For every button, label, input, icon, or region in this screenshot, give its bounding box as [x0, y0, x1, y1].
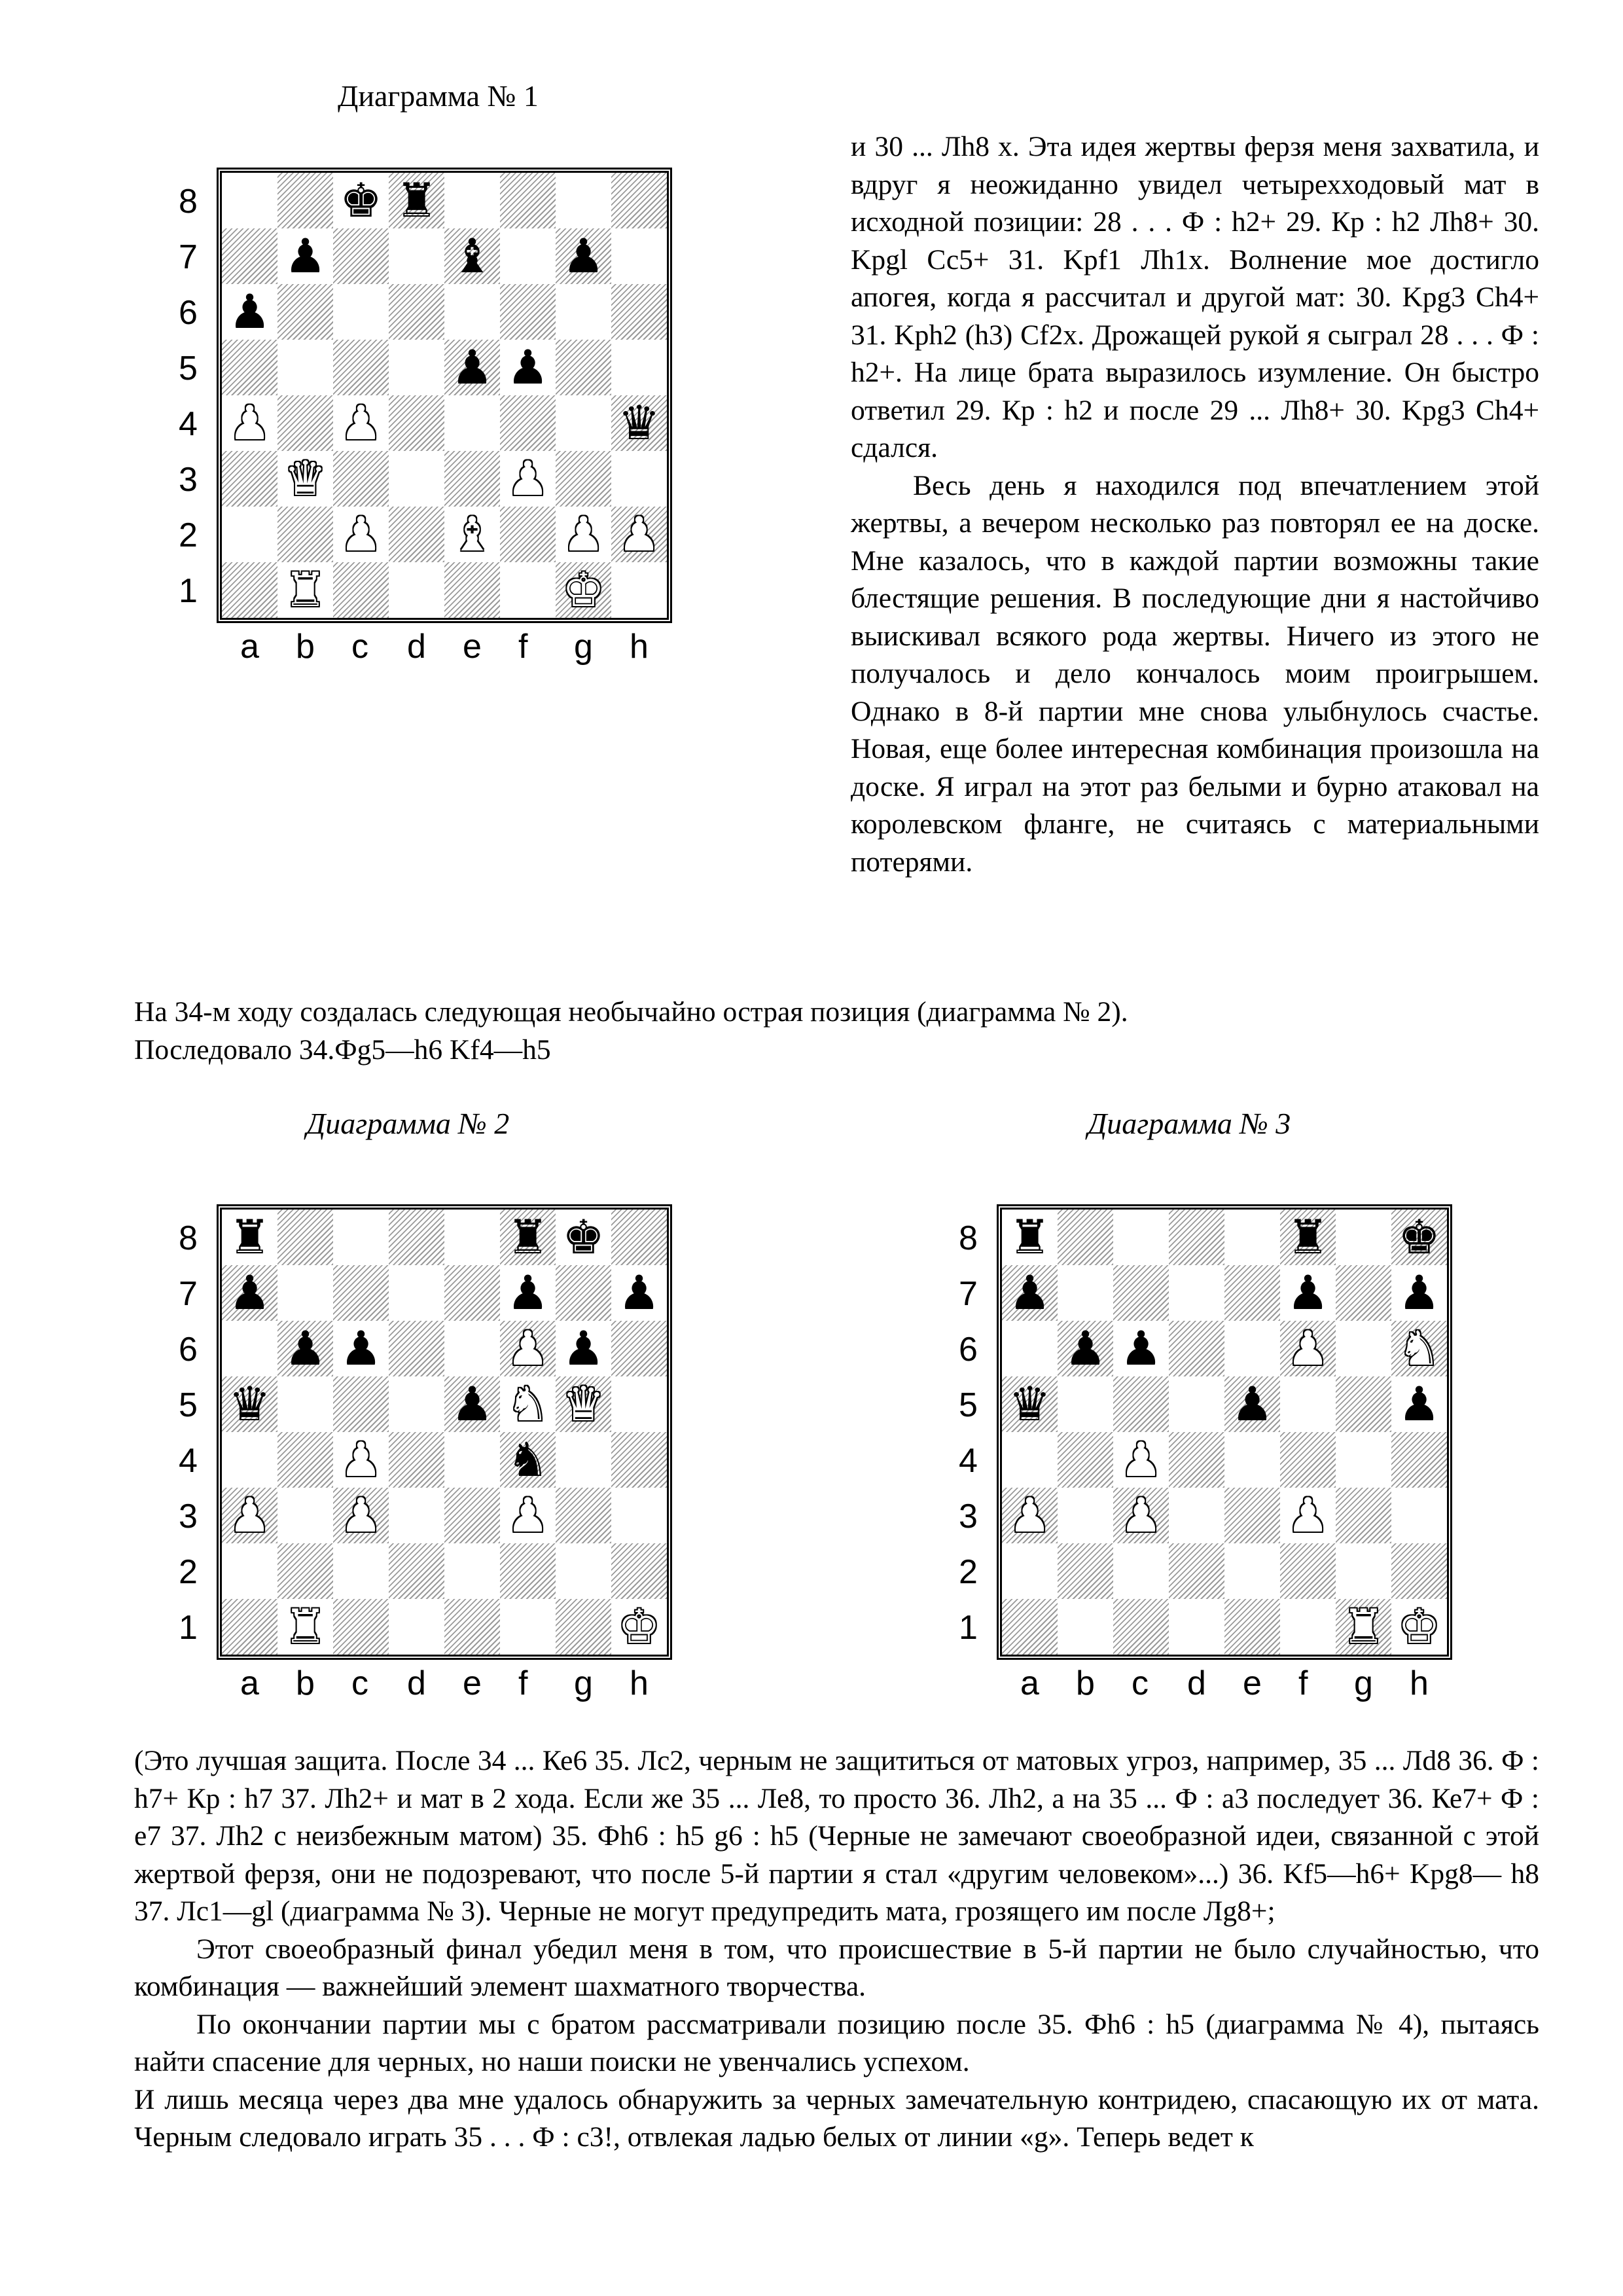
black-queen-a5: ♛: [1008, 1376, 1051, 1431]
square-f2: [500, 1543, 556, 1599]
square-e2: [444, 1543, 500, 1599]
white-pawn-c4: ♟: [340, 1432, 382, 1487]
black-pawn-a7: ♟: [1008, 1265, 1051, 1320]
square-g1: [556, 1599, 611, 1655]
square-a1: [222, 1599, 277, 1655]
square-c2: [333, 1543, 389, 1599]
square-e8: [444, 173, 500, 228]
square-a5: [222, 340, 277, 395]
square-c5: [333, 340, 389, 395]
white-queen-g5: ♛: [562, 1376, 605, 1431]
black-rook-f8: ♜: [1287, 1210, 1329, 1265]
mid-line-1: На 34-м ходу создалась следующая необычайно острая позиция (диаграмма № 2).: [134, 996, 1128, 1028]
white-pawn-f3: ♟: [507, 1488, 549, 1543]
square-d6: [389, 1321, 444, 1376]
square-a3: [222, 451, 277, 507]
white-pawn-f6: ♟: [1287, 1321, 1329, 1376]
square-a2: [222, 1543, 277, 1599]
square-g4: [556, 395, 611, 451]
square-d1: [389, 1599, 444, 1655]
square-b3: [277, 1488, 333, 1543]
file-label-f: f: [518, 1664, 528, 1702]
black-pawn-g7: ♟: [562, 228, 605, 283]
white-pawn-f3: ♟: [507, 451, 549, 506]
square-h1: [611, 562, 667, 618]
square-b3: [1058, 1488, 1113, 1543]
square-e7: [444, 1265, 500, 1321]
square-a1: [1002, 1599, 1058, 1655]
rank-label-6: 6: [179, 294, 198, 332]
square-e1: [444, 1599, 500, 1655]
file-label-b: b: [1076, 1664, 1095, 1702]
square-d1: [1169, 1599, 1224, 1655]
white-pawn-c4: ♟: [1120, 1432, 1162, 1487]
rank-label-8: 8: [959, 1219, 978, 1257]
file-label-e: e: [463, 1664, 482, 1702]
square-e4: [444, 395, 500, 451]
bottom-paragraph-4: И лишь месяца через два мне удалось обнаружить за черных замечательную контридею, спасающую их от мата. Черным следовало играть 35 . . . Ф : с3!, отвлекая ладью белых от линии «g». Теперь ведет к: [134, 2083, 1539, 2153]
square-a2: [1002, 1543, 1058, 1599]
black-pawn-f7: ♟: [1287, 1265, 1329, 1320]
square-c7: [333, 1265, 389, 1321]
square-h6: [611, 284, 667, 340]
square-h5: [611, 340, 667, 395]
black-pawn-b7: ♟: [284, 228, 327, 283]
file-label-f: f: [518, 628, 528, 666]
file-label-d: d: [1187, 1664, 1206, 1702]
black-pawn-b6: ♟: [1064, 1321, 1107, 1376]
square-g7: [556, 1265, 611, 1321]
black-pawn-h5: ♟: [1398, 1376, 1440, 1431]
square-h2: [611, 1543, 667, 1599]
square-b7: [277, 1265, 333, 1321]
square-d7: [389, 228, 444, 284]
white-pawn-h2: ♟: [618, 507, 660, 562]
black-bishop-e7: ♝: [451, 228, 493, 283]
white-king-h1: ♚: [1398, 1599, 1440, 1654]
square-a2: [222, 507, 277, 562]
square-d1: [389, 562, 444, 618]
black-pawn-h7: ♟: [1398, 1265, 1440, 1320]
square-d3: [389, 451, 444, 507]
file-label-c: c: [351, 628, 368, 666]
black-rook-d8: ♜: [395, 173, 438, 228]
white-pawn-a3: ♟: [1008, 1488, 1051, 1543]
square-a4: [1002, 1432, 1058, 1488]
black-pawn-a7: ♟: [228, 1265, 271, 1320]
square-b6: [277, 284, 333, 340]
square-e6: [1224, 1321, 1280, 1376]
square-b5: [277, 1376, 333, 1432]
file-label-c: c: [1132, 1664, 1149, 1702]
square-d3: [1169, 1488, 1224, 1543]
black-knight-f4: ♞: [507, 1432, 549, 1487]
file-label-b: b: [296, 628, 315, 666]
rank-label-4: 4: [959, 1442, 978, 1480]
square-d2: [1169, 1543, 1224, 1599]
diagram-2-caption: Диаграмма № 2: [306, 1107, 510, 1140]
square-h3: [611, 451, 667, 507]
rank-label-3: 3: [179, 461, 198, 499]
square-g5: [1336, 1376, 1391, 1432]
square-d2: [389, 1543, 444, 1599]
rank-label-8: 8: [179, 1219, 198, 1257]
black-king-g8: ♚: [562, 1210, 605, 1265]
white-pawn-c3: ♟: [1120, 1488, 1162, 1543]
white-king-g1: ♚: [562, 562, 605, 617]
square-d6: [1169, 1321, 1224, 1376]
rank-label-3: 3: [179, 1498, 198, 1535]
rank-label-4: 4: [179, 1442, 198, 1480]
black-pawn-g6: ♟: [562, 1321, 605, 1376]
square-c5: [333, 1376, 389, 1432]
right-paragraph-2: Весь день я находился под впечатлением этой жертвы, а вечером несколько раз повторял ее на доске. Мне казалось, что в каждой партии возможны такие блестящие решения. В последующие дни я настойчиво выискивал всякого рода жертвы. Ничего из этого не получалось и дело кончалось моим проигрышем. Однако в 8-й партии мне снова улыбнулось счастье. Новая, еще более интересная комбинация произошла на доске. Я играл на этот раз белыми и бурно атаковал на королевском фланге, не считаясь с материальными потерями.: [851, 469, 1539, 878]
white-pawn-f6: ♟: [507, 1321, 549, 1376]
rank-label-5: 5: [179, 350, 198, 387]
rank-label-2: 2: [179, 1553, 198, 1591]
rank-label-7: 7: [179, 238, 198, 276]
square-b4: [1058, 1432, 1113, 1488]
square-g6: [1336, 1321, 1391, 1376]
white-pawn-c3: ♟: [340, 1488, 382, 1543]
square-d2: [389, 507, 444, 562]
file-label-f: f: [1298, 1664, 1308, 1702]
square-g2: [556, 1543, 611, 1599]
black-pawn-e5: ♟: [1231, 1376, 1274, 1431]
square-c2: [1113, 1543, 1169, 1599]
square-g7: [1336, 1265, 1391, 1321]
rank-label-5: 5: [959, 1386, 978, 1424]
square-b2: [277, 1543, 333, 1599]
file-label-b: b: [296, 1664, 315, 1702]
square-c5: [1113, 1376, 1169, 1432]
black-pawn-c6: ♟: [1120, 1321, 1162, 1376]
square-d5: [1169, 1376, 1224, 1432]
square-c6: [333, 284, 389, 340]
square-f1: [500, 1599, 556, 1655]
black-pawn-a6: ♟: [228, 284, 271, 339]
chess-board-1: [217, 168, 672, 623]
square-a6: [222, 1321, 277, 1376]
bottom-paragraph-1: (Это лучшая защита. После 34 ... Ке6 35. Лс2, черным не защититься от матовых угроз, например, 35 ... Лd8 36. Ф : h7+ Кр : h7 37. Лh2+ и мат в 2 хода. Если же 35 ... Ле8, то просто 36. Лh2, а на 35 ... Ф : а3 последует 36. Ке7+ Ф : е7 37. Лh2 с неизбежным матом) 35. Фh6 : h5 g6 : h5 (Черные не замечают своеобразной идеи, связанной с этой жертвой ферзя, они не подозревают, что после 5-й партии я стал «другим человеком»...) 36. Kf5—h6+ Kpg8— h8 37. Лс1—gl (диаграмма № 3). Черные не могут предупредить мата, грозящего им после Лg8+;: [134, 1745, 1539, 1927]
square-b4: [277, 1432, 333, 1488]
square-c1: [1113, 1599, 1169, 1655]
square-e6: [444, 1321, 500, 1376]
bottom-text: [134, 1742, 1539, 2157]
square-f2: [1280, 1543, 1336, 1599]
file-label-h: h: [630, 1664, 649, 1702]
rank-label-1: 1: [179, 1609, 198, 1647]
square-e3: [444, 1488, 500, 1543]
rank-label-2: 2: [959, 1553, 978, 1591]
rank-label-2: 2: [179, 516, 198, 554]
square-g3: [556, 1488, 611, 1543]
square-a6: [1002, 1321, 1058, 1376]
square-b4: [277, 395, 333, 451]
square-g8: [556, 173, 611, 228]
black-pawn-c6: ♟: [340, 1321, 382, 1376]
black-king-h8: ♚: [1398, 1210, 1440, 1265]
square-h4: [1391, 1432, 1447, 1488]
square-b8: [277, 1210, 333, 1265]
right-column-text: [851, 128, 1539, 881]
square-e4: [1224, 1432, 1280, 1488]
white-pawn-c2: ♟: [340, 507, 382, 562]
square-c1: [333, 1599, 389, 1655]
square-b8: [277, 173, 333, 228]
square-e8: [444, 1210, 500, 1265]
chess-board-3: [997, 1204, 1452, 1660]
square-g8: [1336, 1210, 1391, 1265]
file-label-h: h: [1410, 1664, 1429, 1702]
square-f4: [500, 395, 556, 451]
file-label-g: g: [1354, 1664, 1373, 1702]
white-knight-f5: ♞: [507, 1376, 549, 1431]
bottom-paragraph-2: Этот своеобразный финал убедил меня в том, что происшествие в 5-й партии не было случайностью, что комбинация — важнейший элемент шахматного творчества.: [134, 1933, 1539, 2002]
square-g4: [1336, 1432, 1391, 1488]
square-a7: [222, 228, 277, 284]
file-label-d: d: [407, 628, 426, 666]
square-c8: [1113, 1210, 1169, 1265]
rank-label-6: 6: [179, 1331, 198, 1369]
black-queen-h4: ♛: [618, 395, 660, 450]
black-rook-a8: ♜: [228, 1210, 271, 1265]
black-rook-a8: ♜: [1008, 1210, 1051, 1265]
square-h6: [611, 1321, 667, 1376]
square-g5: [556, 340, 611, 395]
square-b2: [1058, 1543, 1113, 1599]
square-e1: [444, 562, 500, 618]
file-label-a: a: [1020, 1664, 1039, 1702]
square-d8: [1169, 1210, 1224, 1265]
square-a1: [222, 562, 277, 618]
white-rook-b1: ♜: [284, 562, 327, 617]
mid-line-2: Последовало 34.Фg5—h6 Kf4—h5: [134, 1034, 551, 1066]
square-h3: [1391, 1488, 1447, 1543]
square-h3: [611, 1488, 667, 1543]
square-d7: [389, 1265, 444, 1321]
file-label-g: g: [574, 1664, 593, 1702]
rank-label-7: 7: [959, 1275, 978, 1313]
square-a4: [222, 1432, 277, 1488]
black-rook-f8: ♜: [507, 1210, 549, 1265]
square-b5: [277, 340, 333, 395]
white-rook-b1: ♜: [284, 1599, 327, 1654]
square-c7: [1113, 1265, 1169, 1321]
white-pawn-f3: ♟: [1287, 1488, 1329, 1543]
right-paragraph-1: и 30 ... Лh8 х. Эта идея жертвы ферзя меня захватила, и вдруг я неожиданно увидел четырехходовый мат в исходной позиции: 28 . . . Ф : h2+ 29. Кр : h2 Лh8+ 30. Kpgl Сс5+ 31. Kpf1 Лh1x. Волнение мое достигло апогея, когда я рассчитал и другой мат: 30. Kpg3 Ch4+ 31. Kph2 (h3) Cf2x. Дрожащей рукой я сыграл 28 . . . Ф : h2+. На лице брата выразилось изумление. Он быстро ответил 29. Кр : h2 и после 29 ... Лh8+ 30. Kpg3 Ch4+ сдался.: [851, 131, 1539, 463]
rank-label-6: 6: [959, 1331, 978, 1369]
square-d4: [389, 1432, 444, 1488]
file-label-a: a: [240, 1664, 259, 1702]
square-e3: [444, 451, 500, 507]
black-pawn-f7: ♟: [507, 1265, 549, 1320]
square-d4: [1169, 1432, 1224, 1488]
square-c7: [333, 228, 389, 284]
white-pawn-a4: ♟: [228, 395, 271, 450]
rank-label-7: 7: [179, 1275, 198, 1313]
square-f2: [500, 507, 556, 562]
square-d3: [389, 1488, 444, 1543]
white-bishop-e2: ♝: [451, 507, 493, 562]
rank-label-8: 8: [179, 183, 198, 221]
black-pawn-h7: ♟: [618, 1265, 660, 1320]
square-d4: [389, 395, 444, 451]
square-g2: [1336, 1543, 1391, 1599]
square-b1: [1058, 1599, 1113, 1655]
white-queen-b3: ♛: [284, 451, 327, 506]
square-f7: [500, 228, 556, 284]
rank-label-4: 4: [179, 405, 198, 443]
file-label-e: e: [1243, 1664, 1262, 1702]
white-king-h1: ♚: [618, 1599, 660, 1654]
file-label-g: g: [574, 628, 593, 666]
square-e2: [1224, 1543, 1280, 1599]
square-c1: [333, 562, 389, 618]
rank-label-5: 5: [179, 1386, 198, 1424]
square-h4: [611, 1432, 667, 1488]
file-label-c: c: [351, 1664, 368, 1702]
square-d8: [389, 1210, 444, 1265]
white-pawn-a3: ♟: [228, 1488, 271, 1543]
square-g3: [1336, 1488, 1391, 1543]
black-pawn-b6: ♟: [284, 1321, 327, 1376]
bottom-paragraph-3: По окончании партии мы с братом рассматривали позицию после 35. Фh6 : h5 (диаграмма № 4), пытаясь найти спасение для черных, но наши поиски не увенчались успехом.: [134, 2008, 1539, 2077]
square-c8: [333, 1210, 389, 1265]
file-label-d: d: [407, 1664, 426, 1702]
white-pawn-c4: ♟: [340, 395, 382, 450]
square-f4: [1280, 1432, 1336, 1488]
square-h5: [611, 1376, 667, 1432]
black-pawn-e5: ♟: [451, 1376, 493, 1431]
square-d6: [389, 284, 444, 340]
square-g4: [556, 1432, 611, 1488]
square-b8: [1058, 1210, 1113, 1265]
square-f1: [500, 562, 556, 618]
square-d7: [1169, 1265, 1224, 1321]
black-pawn-f5: ♟: [507, 340, 549, 395]
square-h7: [611, 228, 667, 284]
square-e7: [1224, 1265, 1280, 1321]
rank-label-1: 1: [179, 572, 198, 610]
rank-label-3: 3: [959, 1498, 978, 1535]
file-label-a: a: [240, 628, 259, 666]
black-queen-a5: ♛: [228, 1376, 271, 1431]
white-rook-g1: ♜: [1342, 1599, 1385, 1654]
square-b7: [1058, 1265, 1113, 1321]
diagram-1-caption: Диаграмма № 1: [338, 79, 539, 113]
square-g3: [556, 451, 611, 507]
square-a8: [222, 173, 277, 228]
square-e3: [1224, 1488, 1280, 1543]
square-b2: [277, 507, 333, 562]
white-pawn-g2: ♟: [562, 507, 605, 562]
square-f5: [1280, 1376, 1336, 1432]
square-h8: [611, 173, 667, 228]
square-g6: [556, 284, 611, 340]
square-e4: [444, 1432, 500, 1488]
square-d5: [389, 1376, 444, 1432]
square-b5: [1058, 1376, 1113, 1432]
square-e1: [1224, 1599, 1280, 1655]
square-f6: [500, 284, 556, 340]
square-h2: [1391, 1543, 1447, 1599]
rank-label-1: 1: [959, 1609, 978, 1647]
file-label-e: e: [463, 628, 482, 666]
square-e6: [444, 284, 500, 340]
square-d5: [389, 340, 444, 395]
white-knight-h6: ♞: [1398, 1321, 1440, 1376]
square-c3: [333, 451, 389, 507]
diagram-3-caption: Диаграмма № 3: [1088, 1107, 1291, 1140]
black-king-c8: ♚: [340, 173, 382, 228]
chess-board-2: [217, 1204, 672, 1660]
square-e8: [1224, 1210, 1280, 1265]
square-f8: [500, 173, 556, 228]
square-h8: [611, 1210, 667, 1265]
square-f1: [1280, 1599, 1336, 1655]
file-label-h: h: [630, 628, 649, 666]
black-pawn-e5: ♟: [451, 340, 493, 395]
